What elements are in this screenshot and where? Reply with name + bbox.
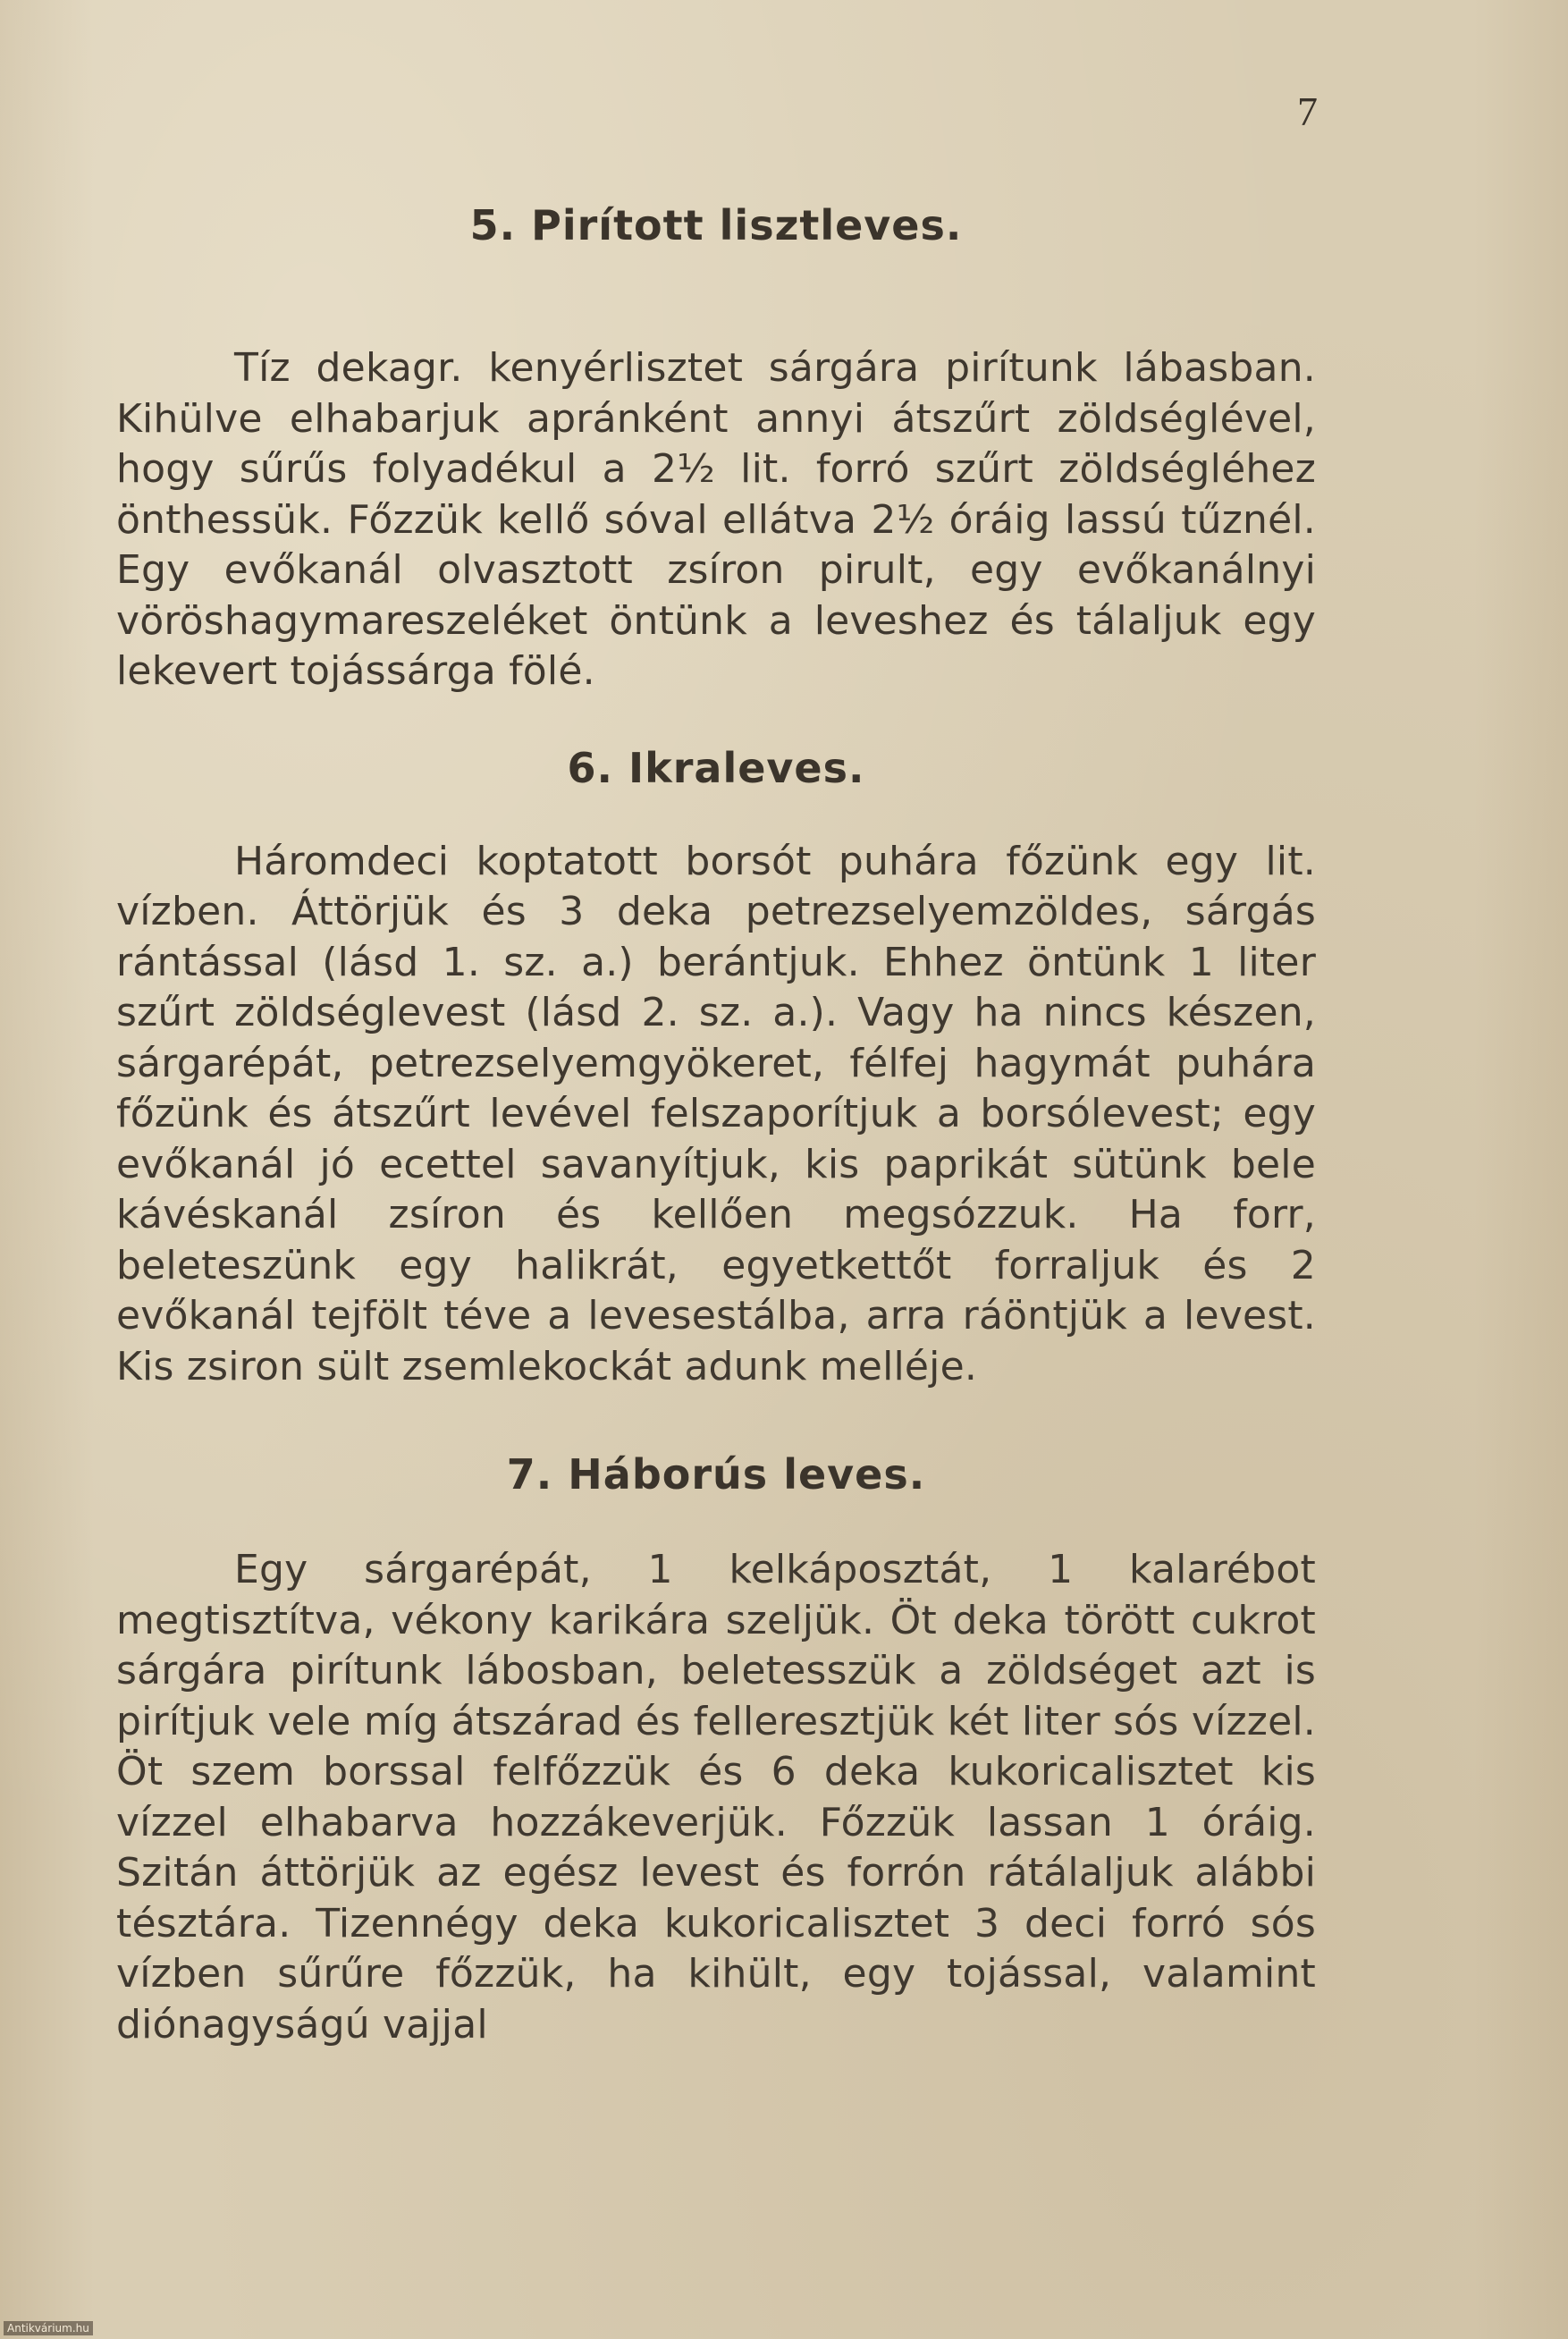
recipe-text-5 [116, 343, 1316, 697]
recipe-text-7-body: Egy sárgarépát, 1 kelkáposztát, 1 kalarébot megtisztítva, vékony karikára szeljük. Öt deka törött cukrot sárgára pirítunk lábosban, beletesszük a zöldséget azt is pirítjuk vele míg átszárad és felleresztjük két liter sós vízzel. Öt szem borssal felfőzzük és 6 deka kukoricalisztet kis vízzel elhabarva hozzákeverjük. Főzzük lassan 1 óráig. Szitán áttörjük az egész levest és forrón rátálaljuk alábbi tésztára. Tizennégy deka kukoricalisztet 3 deci forró sós vízben sűrűre főzzük, ha kihült, egy tojással, valamint diónagyságú vajjal [116, 1547, 1316, 2048]
recipe-text-5-body: Tíz dekagr. kenyérlisztet sárgára pirítunk lábasban. Kihülve elhabarjuk apránként annyi átszűrt zöldséglével, hogy sűrűs folyadékul a 2½ lit. forró szűrt zöldségléhez önthessük. Főzzük kellő sóval ellátva 2½ óráig lassú tűznél. Egy evőkanál olvasztott zsíron pirult, egy evőkanálnyi vöröshagymareszeléket öntünk a leveshez és tálaljuk egy lekevert tojássárga fölé. [116, 345, 1316, 694]
recipe-text-6-body: Háromdeci koptatott borsót puhára főzünk egy lit. vízben. Áttörjük és 3 deka petrezselyemzöldes, sárgás rántással (lásd 1. sz. a.) berántjuk. Ehhez öntünk 1 liter szűrt zöldséglevest (lásd 2. sz. a.). Vagy ha nincs készen, sárgarépát, petrezselyemgyökeret, félfej hagymát puhára főzünk és átszűrt levével felszaporítjuk a borsólevest; egy evőkanál jó ecettel savanyítjuk, kis paprikát sütünk bele kávéskanál zsíron és kellően megsózzuk. Ha forr, beleteszünk egy halikrát, egyetkettőt forraljuk és 2 evőkanál tejfölt téve a levesestálba, arra ráöntjük a levest. Kis zsiron sült zsemlekockát adunk melléje. [116, 838, 1316, 1389]
page-content [116, 201, 1316, 2050]
recipe-title-5: 5. Pirított lisztleves. [469, 201, 963, 249]
recipe-text-6 [116, 837, 1316, 1393]
recipe-text-7 [116, 1545, 1316, 2050]
recipe-title-6: 6. Ikraleves. [567, 743, 865, 792]
watermark-label: Antikvárium.hu [4, 2321, 93, 2335]
recipe-title-7: 7. Háborús leves. [506, 1450, 926, 1499]
page-number: 7 [1297, 89, 1318, 134]
